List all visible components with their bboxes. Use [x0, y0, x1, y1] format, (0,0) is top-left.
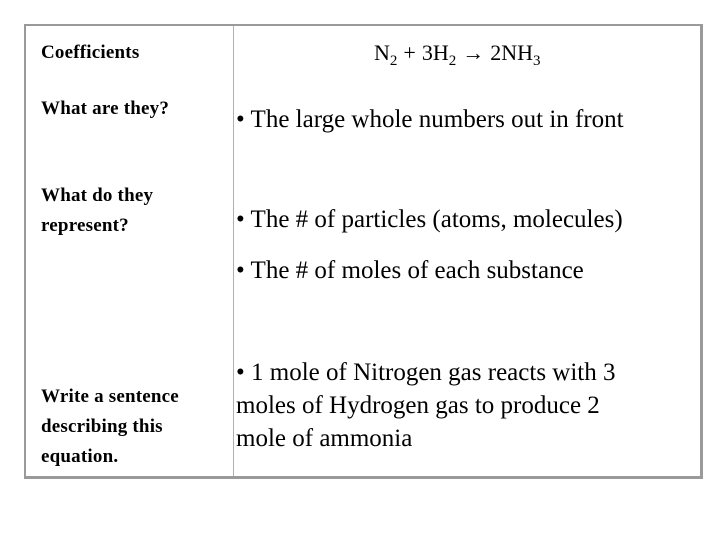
- answer-sentence: • 1 mole of Nitrogen gas reacts with 3 moles of Hydrogen gas to produce 2 mole of ammonia: [236, 359, 616, 452]
- coefficients-table: [24, 24, 703, 479]
- column-divider: [233, 26, 234, 476]
- answer-what-are-they: • The large whole numbers out in front: [236, 106, 624, 133]
- question-what-represent: What do they represent?: [41, 185, 154, 236]
- question-write-sentence: Write a sentence describing this equation.: [41, 386, 179, 467]
- header-label: Coefficients: [41, 42, 140, 63]
- chemical-equation: $N_2 + 3H_2 \to 2NH_3$: [374, 40, 541, 69]
- answer-particles: • The # of particles (atoms, molecules): [236, 206, 623, 233]
- answer-moles: • The # of moles of each substance: [236, 257, 584, 284]
- question-what-are-they: What are they?: [41, 98, 170, 119]
